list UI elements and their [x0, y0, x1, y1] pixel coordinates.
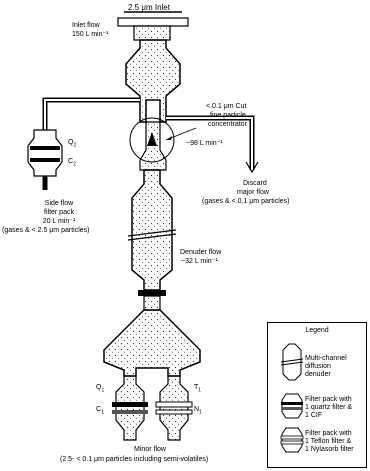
side-flow-label-4: (gases & < 2.5 μm particles)	[2, 227, 90, 234]
legend-title: Legend	[305, 327, 329, 334]
q2-label: $Q_2$	[68, 139, 77, 149]
cut-label-2: fine particle	[210, 112, 246, 119]
inlet-flow-label-1: Inlet flow	[72, 22, 100, 29]
legend-item-quartz-line3: 1 CIF	[305, 412, 323, 419]
legend-item-teflon-line3: 1 Nylasorb filter	[305, 446, 354, 453]
n1-label: $N_1$	[194, 406, 202, 416]
cut-label-1: < 0.1 μm Cut	[206, 103, 247, 110]
side-flow-label-2: filter pack	[44, 209, 74, 216]
flow98-label: ~98 L min⁻¹	[186, 140, 223, 147]
denuder-flow-label-2: ~32 L min⁻¹	[181, 258, 218, 265]
side-flow-tube	[45, 100, 140, 130]
legend-item-teflon-line2: 1 Teflon filter &	[305, 438, 352, 445]
legend-item-teflon-line1: Filter pack with	[305, 430, 352, 437]
legend-item-teflon	[305, 430, 354, 454]
inlet-flow-label-2: 150 L min⁻¹	[72, 31, 109, 38]
legend-item-quartz	[305, 396, 352, 420]
legend-item-quartz-line2: 1 quartz filter &	[305, 404, 353, 411]
minor-flow-label-2: (2.5- < 0.1 μm particles including semi-volatiles)	[60, 456, 209, 463]
side-flow-label-1: Side flow	[44, 200, 74, 207]
side-flow-label-3: 20 L min⁻¹	[42, 218, 76, 225]
denuder-flow-label-1: Denuder flow	[180, 249, 222, 256]
minor-flow-label-1: Minor flow	[134, 446, 166, 453]
legend-item-denuder-line1: Multi-channel	[305, 355, 347, 362]
legend-item-quartz-line1: Filter pack with	[305, 396, 352, 403]
minor-filter-pack-left	[112, 376, 148, 440]
denuder	[128, 170, 176, 310]
legend-box	[267, 322, 367, 468]
cut-label-3: concentrator	[208, 121, 247, 128]
q1-label: $Q_1$	[96, 384, 105, 394]
side-filter-pack	[28, 130, 62, 190]
t1-label: $T_1$	[194, 384, 202, 394]
discard-label-1: Discard	[243, 180, 267, 187]
flow-splitter	[104, 310, 200, 376]
legend-item-denuder-line3: denuder	[305, 371, 331, 378]
legend-item-denuder-line2: diffusion	[305, 363, 331, 370]
discard-label-3: (gases & < 0.1 μm particles)	[202, 198, 290, 205]
inlet-label: 2.5 μm Inlet	[128, 3, 170, 12]
c1-label: $C_1$	[96, 406, 104, 416]
minor-filter-pack-right	[156, 376, 192, 440]
c2-label: $C_2$	[68, 158, 76, 168]
legend-item-denuder	[305, 355, 347, 379]
inlet-head	[118, 12, 188, 122]
discard-label-2: major flow	[237, 189, 269, 196]
